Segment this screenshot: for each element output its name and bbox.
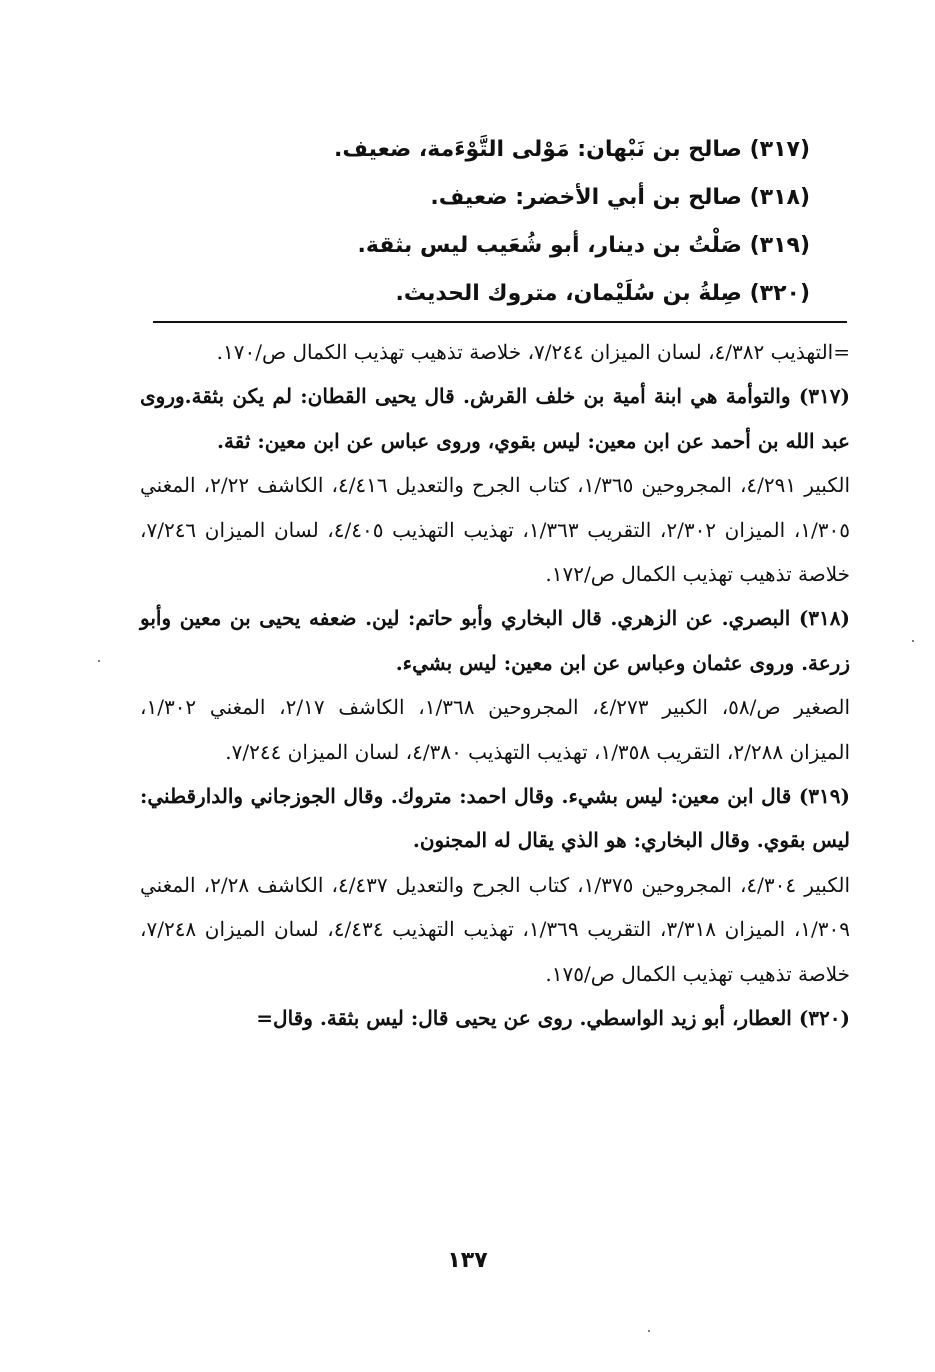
entry-319: (٣١٩) صَلْتُ بن دينار، أبو شُعَيب ليس بثقة. bbox=[357, 233, 810, 258]
entry-318: (٣١٨) صالح بن أبي الأخضر: ضعيف. bbox=[430, 185, 810, 210]
main-entries bbox=[250, 126, 810, 318]
footnote-separator bbox=[153, 321, 847, 323]
scan-speck bbox=[912, 640, 914, 642]
footnote-320: (٣٢٠) العطار، أبو زيد الواسطي. روى عن يحيى قال: ليس بثقة. وقال= bbox=[256, 1006, 850, 1031]
footnote-319-sources: الكبير ٤/٣٠٤، المجروحين ١/٣٧٥، كتاب الجرح والتعديل ٤/٤٣٧، الكاشف ٢/٢٨، المغني ١/٣٠٩، الميزان ٣/٣١٨، التقريب ١/٣٦٩، تهذيب التهذيب ٤/٤٣٤، لسان الميزان ٧/٢٤٨، خلاصة تذهيب تهذيب الكمال ص/١٧٥. bbox=[140, 872, 851, 986]
scan-speck bbox=[648, 1330, 650, 1332]
footnote-317-sources: الكبير ٤/٢٩١، المجروحين ١/٣٦٥، كتاب الجرح والتعديل ٤/٤١٦، الكاشف ٢/٢٢، المغني ١/٣٠٥، الميزان ٢/٣٠٢، التقريب ١/٣٦٣، تهذيب التهذيب ٤/٤٠٥، لسان الميزان ٧/٢٤٦، خلاصة تذهيب تهذيب الكمال ص/١٧٢. bbox=[140, 473, 851, 587]
entry-317: (٣١٧) صالح بن نَبْهان: مَوْلى التَّوْءَمة، ضعيف. bbox=[334, 137, 810, 162]
page-number: ١٣٧ bbox=[447, 1248, 488, 1273]
footnote-318: (٣١٨) البصري. عن الزهري. قال البخاري وأبو حاتم: لين. ضعفه يحيى بن معين وأبو زرعة. وروى عثمان وعباس عن ابن معين: ليس بشيء. bbox=[140, 606, 850, 675]
scan-speck bbox=[98, 660, 100, 662]
footnotes bbox=[140, 330, 850, 1041]
footnote-317: (٣١٧) والتوأمة هي ابنة أمية بن خلف القرش. قال يحيى القطان: لم يكن بثقة.وروى عبد الله بن أحمد عن ابن معين: ليس بقوي، وروى عباس عن ابن معين: ثقة. bbox=[140, 384, 850, 453]
footnote-continuation: =التهذيب ٤/٣٨٢، لسان الميزان ٧/٢٤٤، خلاصة تذهيب تهذيب الكمال ص/١٧٠. bbox=[216, 340, 850, 364]
footnote-319: (٣١٩) قال ابن معين: ليس بشيء. وقال احمد: متروك. وقال الجوزجاني والدارقطني: ليس بقوي. وقال البخاري: هو الذي يقال له المجنون. bbox=[140, 784, 850, 853]
entry-320: (٣٢٠) صِلةُ بن سُلَيْمان، متروك الحديث. bbox=[395, 281, 810, 306]
footnote-318-sources: الصغير ص/٥٨، الكبير ٤/٢٧٣، المجروحين ١/٣٦٨، الكاشف ٢/١٧، المغني ١/٣٠٢، الميزان ٢/٢٨٨، التقريب ١/٣٥٨، تهذيب التهذيب ٤/٣٨٠، لسان الميزان ٧/٢٤٤. bbox=[140, 695, 850, 764]
